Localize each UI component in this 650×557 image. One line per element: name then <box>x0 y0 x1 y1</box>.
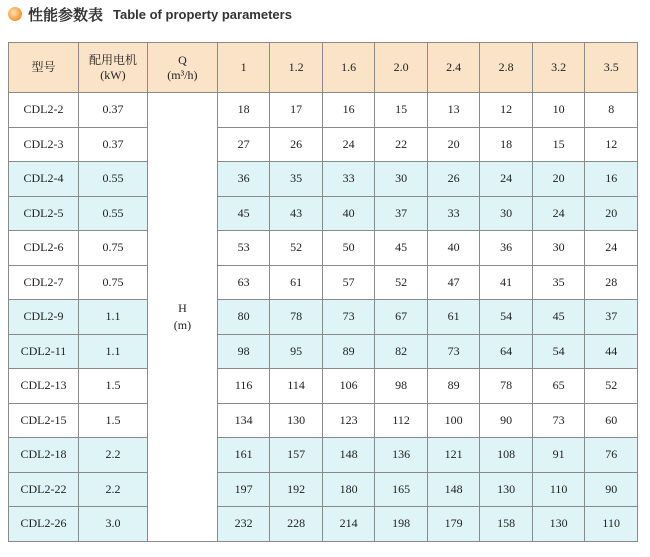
head-value-cell: 73 <box>322 300 375 335</box>
model-cell: CDL2-2 <box>9 93 79 128</box>
head-value-cell: 98 <box>375 369 428 404</box>
head-value-cell: 67 <box>375 300 428 335</box>
head-value-cell: 112 <box>375 403 428 438</box>
head-value-cell: 98 <box>217 334 270 369</box>
header-row <box>9 43 638 93</box>
header-flow-value: 1.2 <box>270 43 323 93</box>
head-value-cell: 24 <box>532 196 585 231</box>
head-unit: (m) <box>173 317 192 332</box>
head-value-cell: 108 <box>480 438 533 473</box>
head-value-cell: 90 <box>480 403 533 438</box>
table-row <box>9 231 638 266</box>
table-row <box>9 196 638 231</box>
head-value-cell: 22 <box>375 127 428 162</box>
head-value-cell: 15 <box>375 93 428 128</box>
power-cell: 1.5 <box>79 369 148 404</box>
head-value-cell: 16 <box>585 162 638 197</box>
head-value-cell: 80 <box>217 300 270 335</box>
header-flow-unit: (m³/h) <box>167 67 198 82</box>
head-value-cell: 232 <box>217 507 270 542</box>
head-value-cell: 17 <box>270 93 323 128</box>
head-value-cell: 52 <box>375 265 428 300</box>
header-flow <box>147 43 217 93</box>
title-chinese: 性能参数表 <box>28 5 104 24</box>
head-value-cell: 73 <box>532 403 585 438</box>
head-value-cell: 95 <box>270 334 323 369</box>
power-cell: 1.5 <box>79 403 148 438</box>
head-value-cell: 61 <box>270 265 323 300</box>
head-value-cell: 24 <box>322 127 375 162</box>
head-value-cell: 89 <box>427 369 480 404</box>
head-value-cell: 89 <box>322 334 375 369</box>
header-flow-value: 1.6 <box>322 43 375 93</box>
head-value-cell: 30 <box>375 162 428 197</box>
head-value-cell: 179 <box>427 507 480 542</box>
head-value-cell: 54 <box>480 300 533 335</box>
head-value-cell: 30 <box>480 196 533 231</box>
power-cell: 0.55 <box>79 162 148 197</box>
model-cell: CDL2-13 <box>9 369 79 404</box>
head-value-cell: 24 <box>480 162 533 197</box>
power-cell: 2.2 <box>79 438 148 473</box>
head-value-cell: 91 <box>532 438 585 473</box>
head-value-cell: 65 <box>532 369 585 404</box>
head-value-cell: 35 <box>532 265 585 300</box>
head-value-cell: 50 <box>322 231 375 266</box>
head-value-cell: 40 <box>427 231 480 266</box>
header-motor-unit: (kW) <box>100 67 126 82</box>
head-value-cell: 12 <box>585 127 638 162</box>
head-value-cell: 52 <box>585 369 638 404</box>
head-value-cell: 33 <box>322 162 375 197</box>
header-flow-value: 3.2 <box>532 43 585 93</box>
head-label-cell <box>147 93 217 542</box>
title-english: Table of property parameters <box>113 6 292 22</box>
head-value-cell: 8 <box>585 93 638 128</box>
head-value-cell: 20 <box>585 196 638 231</box>
table-row <box>9 438 638 473</box>
head-value-cell: 148 <box>427 472 480 507</box>
head-value-cell: 78 <box>480 369 533 404</box>
head-value-cell: 57 <box>322 265 375 300</box>
table-row <box>9 127 638 162</box>
table-row <box>9 93 638 128</box>
head-value-cell: 121 <box>427 438 480 473</box>
head-value-cell: 30 <box>532 231 585 266</box>
head-value-cell: 192 <box>270 472 323 507</box>
power-cell: 0.75 <box>79 231 148 266</box>
power-cell: 0.37 <box>79 127 148 162</box>
head-value-cell: 37 <box>375 196 428 231</box>
table-row <box>9 162 638 197</box>
head-value-cell: 134 <box>217 403 270 438</box>
header-flow-value: 3.5 <box>585 43 638 93</box>
head-value-cell: 136 <box>375 438 428 473</box>
head-value-cell: 13 <box>427 93 480 128</box>
head-value-cell: 64 <box>480 334 533 369</box>
header-flow-value: 2.4 <box>427 43 480 93</box>
model-cell: CDL2-6 <box>9 231 79 266</box>
head-value-cell: 114 <box>270 369 323 404</box>
head-value-cell: 82 <box>375 334 428 369</box>
head-value-cell: 45 <box>532 300 585 335</box>
table-row <box>9 472 638 507</box>
model-cell: CDL2-15 <box>9 403 79 438</box>
table-row <box>9 507 638 542</box>
table-row <box>9 334 638 369</box>
table-row <box>9 265 638 300</box>
head-value-cell: 76 <box>585 438 638 473</box>
property-table <box>8 42 638 542</box>
header-motor <box>79 43 148 93</box>
head-value-cell: 36 <box>480 231 533 266</box>
table-row <box>9 369 638 404</box>
head-value-cell: 24 <box>585 231 638 266</box>
head-value-cell: 228 <box>270 507 323 542</box>
circle-bullet-icon <box>8 7 22 21</box>
head-value-cell: 40 <box>322 196 375 231</box>
head-value-cell: 130 <box>270 403 323 438</box>
head-value-cell: 110 <box>585 507 638 542</box>
model-cell: CDL2-9 <box>9 300 79 335</box>
model-cell: CDL2-22 <box>9 472 79 507</box>
head-value-cell: 78 <box>270 300 323 335</box>
table-row <box>9 300 638 335</box>
head-value-cell: 37 <box>585 300 638 335</box>
power-cell: 1.1 <box>79 300 148 335</box>
head-value-cell: 60 <box>585 403 638 438</box>
head-value-cell: 53 <box>217 231 270 266</box>
model-cell: CDL2-11 <box>9 334 79 369</box>
head-value-cell: 45 <box>375 231 428 266</box>
power-cell: 3.0 <box>79 507 148 542</box>
head-value-cell: 123 <box>322 403 375 438</box>
header-flow-value: 1 <box>217 43 270 93</box>
head-value-cell: 43 <box>270 196 323 231</box>
power-cell: 0.37 <box>79 93 148 128</box>
head-value-cell: 158 <box>480 507 533 542</box>
head-value-cell: 161 <box>217 438 270 473</box>
header-flow-value: 2.8 <box>480 43 533 93</box>
head-value-cell: 18 <box>217 93 270 128</box>
head-value-cell: 20 <box>532 162 585 197</box>
header-model: 型号 <box>9 43 79 93</box>
head-value-cell: 10 <box>532 93 585 128</box>
head-value-cell: 148 <box>322 438 375 473</box>
power-cell: 0.55 <box>79 196 148 231</box>
head-value-cell: 214 <box>322 507 375 542</box>
head-value-cell: 63 <box>217 265 270 300</box>
head-value-cell: 27 <box>217 127 270 162</box>
head-value-cell: 165 <box>375 472 428 507</box>
head-value-cell: 28 <box>585 265 638 300</box>
header-flow-value: 2.0 <box>375 43 428 93</box>
head-value-cell: 197 <box>217 472 270 507</box>
head-label: H <box>178 300 187 315</box>
model-cell: CDL2-3 <box>9 127 79 162</box>
power-cell: 1.1 <box>79 334 148 369</box>
head-value-cell: 54 <box>532 334 585 369</box>
head-value-cell: 18 <box>480 127 533 162</box>
head-value-cell: 52 <box>270 231 323 266</box>
model-cell: CDL2-26 <box>9 507 79 542</box>
head-value-cell: 16 <box>322 93 375 128</box>
head-value-cell: 44 <box>585 334 638 369</box>
head-value-cell: 130 <box>480 472 533 507</box>
head-value-cell: 180 <box>322 472 375 507</box>
head-value-cell: 47 <box>427 265 480 300</box>
head-value-cell: 116 <box>217 369 270 404</box>
power-cell: 2.2 <box>79 472 148 507</box>
head-value-cell: 61 <box>427 300 480 335</box>
table-row <box>9 403 638 438</box>
model-cell: CDL2-7 <box>9 265 79 300</box>
head-value-cell: 41 <box>480 265 533 300</box>
page-title <box>8 4 292 24</box>
head-value-cell: 35 <box>270 162 323 197</box>
head-value-cell: 12 <box>480 93 533 128</box>
head-value-cell: 45 <box>217 196 270 231</box>
head-value-cell: 130 <box>532 507 585 542</box>
head-value-cell: 36 <box>217 162 270 197</box>
head-value-cell: 26 <box>270 127 323 162</box>
head-value-cell: 157 <box>270 438 323 473</box>
header-flow-label: Q <box>178 52 187 67</box>
head-value-cell: 106 <box>322 369 375 404</box>
model-cell: CDL2-18 <box>9 438 79 473</box>
head-value-cell: 73 <box>427 334 480 369</box>
head-value-cell: 26 <box>427 162 480 197</box>
head-value-cell: 20 <box>427 127 480 162</box>
power-cell: 0.75 <box>79 265 148 300</box>
head-value-cell: 33 <box>427 196 480 231</box>
head-value-cell: 198 <box>375 507 428 542</box>
head-value-cell: 90 <box>585 472 638 507</box>
header-motor-label: 配用电机 <box>88 52 137 67</box>
model-cell: CDL2-5 <box>9 196 79 231</box>
head-value-cell: 110 <box>532 472 585 507</box>
head-value-cell: 100 <box>427 403 480 438</box>
model-cell: CDL2-4 <box>9 162 79 197</box>
head-value-cell: 15 <box>532 127 585 162</box>
